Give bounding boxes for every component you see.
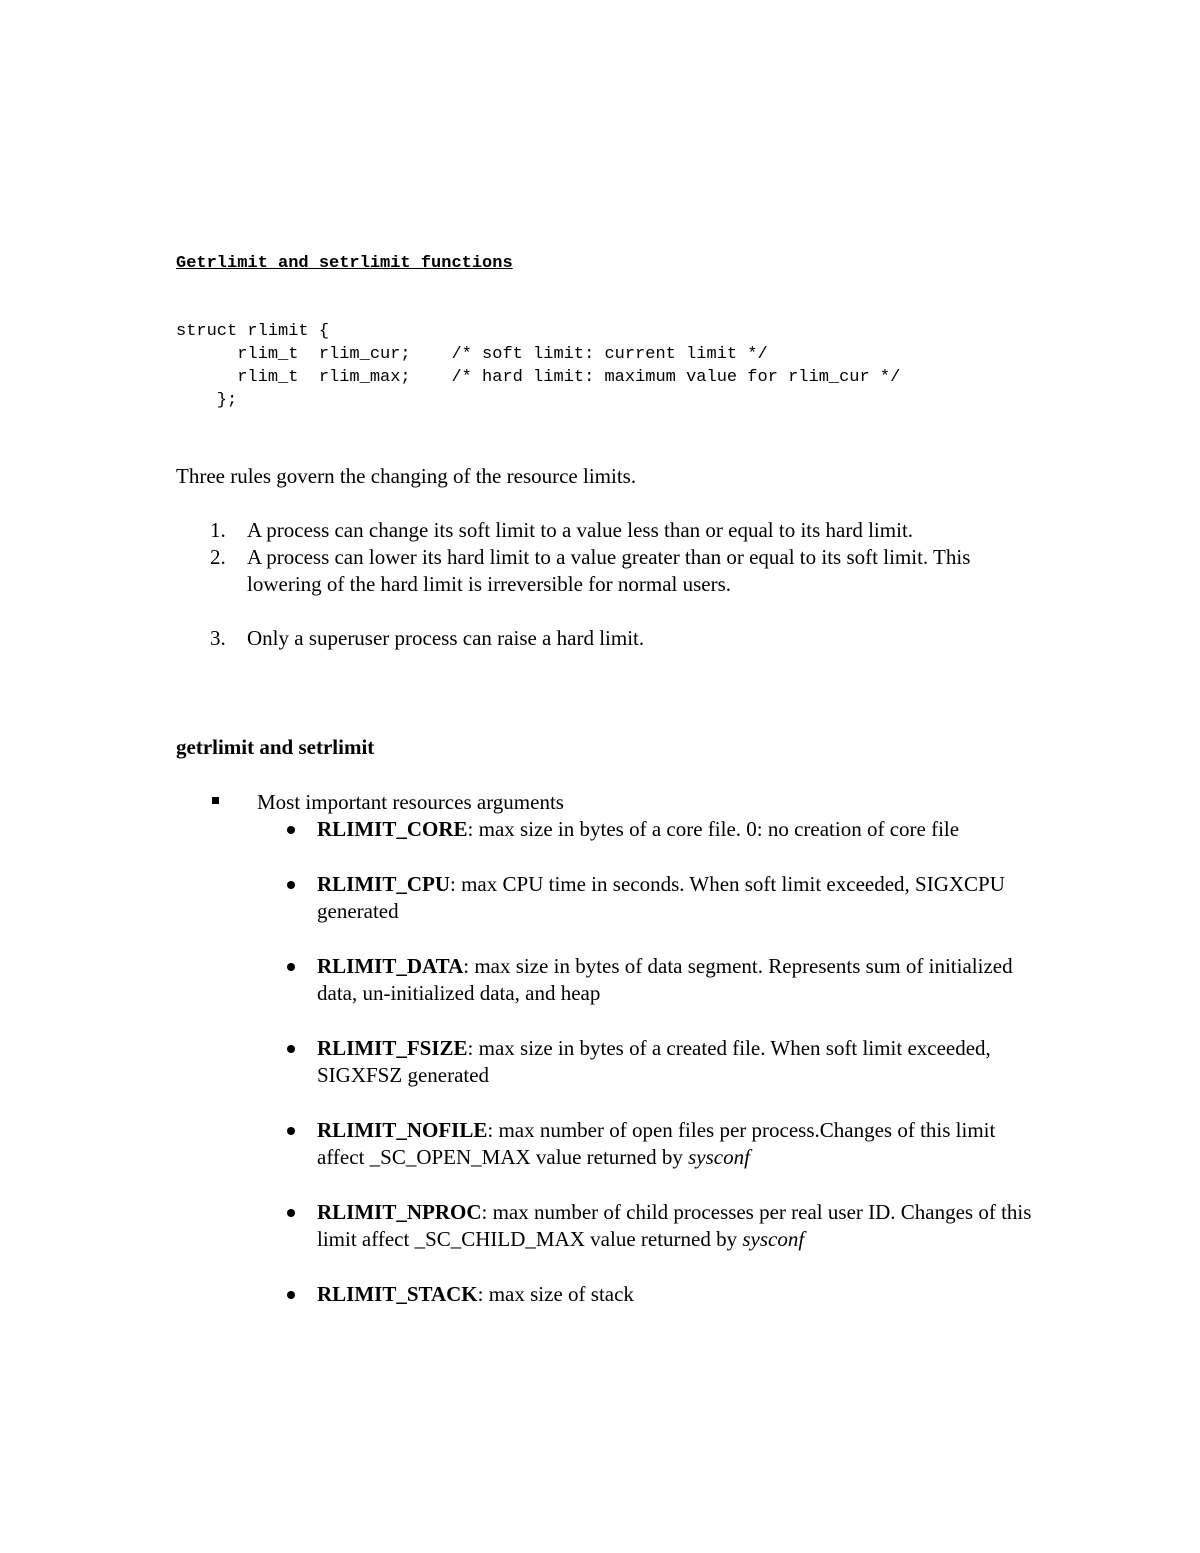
list-item-number: 1. [210, 518, 226, 542]
resource-description: : max CPU time in seconds. When soft limit exceeded, SIGXCPU generated [317, 871, 1005, 923]
list-item-number: 3. [210, 626, 226, 650]
resource-description: : max size in bytes of a core file. 0: no creation of core file [467, 817, 960, 841]
bullet-icon [287, 881, 295, 889]
resource-name: RLIMIT_CORE [317, 817, 468, 841]
bullet-icon [287, 1209, 295, 1217]
resource-description-italic: sysconf [742, 1227, 805, 1251]
bullet-icon [287, 963, 295, 971]
list-item [285, 1199, 1045, 1254]
rules-intro-paragraph: Three rules govern the changing of the resource limits. [176, 464, 637, 488]
list-item [210, 544, 1030, 598]
resource-description: : max number of open files per process.Changes of this limit affect _SC_OPEN_MAX value returned by [317, 1117, 996, 1169]
resource-description: : max size of stack [477, 1281, 634, 1306]
list-item [285, 871, 1045, 926]
list-item-text: A process can change its soft limit to a value less than or equal to its hard limit. [247, 518, 914, 542]
list-item-number: 2. [210, 545, 226, 569]
list-item-text: Only a superuser process can raise a hard limit. [247, 626, 645, 650]
list-item [285, 1035, 1045, 1090]
resource-description: : max size in bytes of data segment. Represents sum of initialized data, un-initialized data, and heap [317, 953, 1013, 1005]
square-bullet-text: Most important resources arguments [257, 790, 564, 814]
resource-description: : max number of child processes per real user ID. Changes of this limit affect _SC_CHILD_MAX value returned by [317, 1199, 1032, 1251]
square-bullet-icon [212, 797, 219, 804]
rules-numbered-list [210, 517, 1030, 652]
section-title-getrlimit: getrlimit and setrlimit [176, 735, 375, 759]
resource-description-italic: sysconf [688, 1145, 750, 1169]
resource-name: RLIMIT_NPROC [317, 1199, 482, 1224]
list-item [210, 517, 1030, 544]
resources-bullet-list [285, 816, 1045, 1335]
resource-name: RLIMIT_DATA [317, 953, 464, 978]
section-title-functions: Getrlimit and setrlimit functions [176, 254, 513, 273]
bullet-icon [287, 1127, 295, 1135]
bullet-icon [287, 1045, 295, 1053]
list-item [285, 1117, 1045, 1172]
resource-description: : max size in bytes of a created file. When soft limit exceeded, SIGXFSZ generated [317, 1035, 991, 1087]
resource-name: RLIMIT_CPU [317, 871, 451, 896]
bullet-icon [287, 826, 295, 834]
list-item [285, 1281, 1045, 1309]
list-item [210, 625, 1030, 652]
resource-name: RLIMIT_STACK [317, 1281, 478, 1306]
resource-name: RLIMIT_FSIZE [317, 1035, 468, 1060]
bullet-icon [287, 1291, 295, 1299]
list-item [285, 953, 1045, 1008]
code-block-struct-rlimit: struct rlimit { rlim_t rlim_cur; /* soft limit: current limit */ rlim_t rlim_max; /* hard limit: maximum value for rlim_cur */ }; [176, 322, 901, 410]
list-item [285, 816, 1045, 844]
resource-name: RLIMIT_NOFILE [317, 1117, 488, 1142]
list-item-text: A process can lower its hard limit to a value greater than or equal to its soft limit. This lowering of the hard limit is irreversible for normal users. [247, 545, 971, 596]
